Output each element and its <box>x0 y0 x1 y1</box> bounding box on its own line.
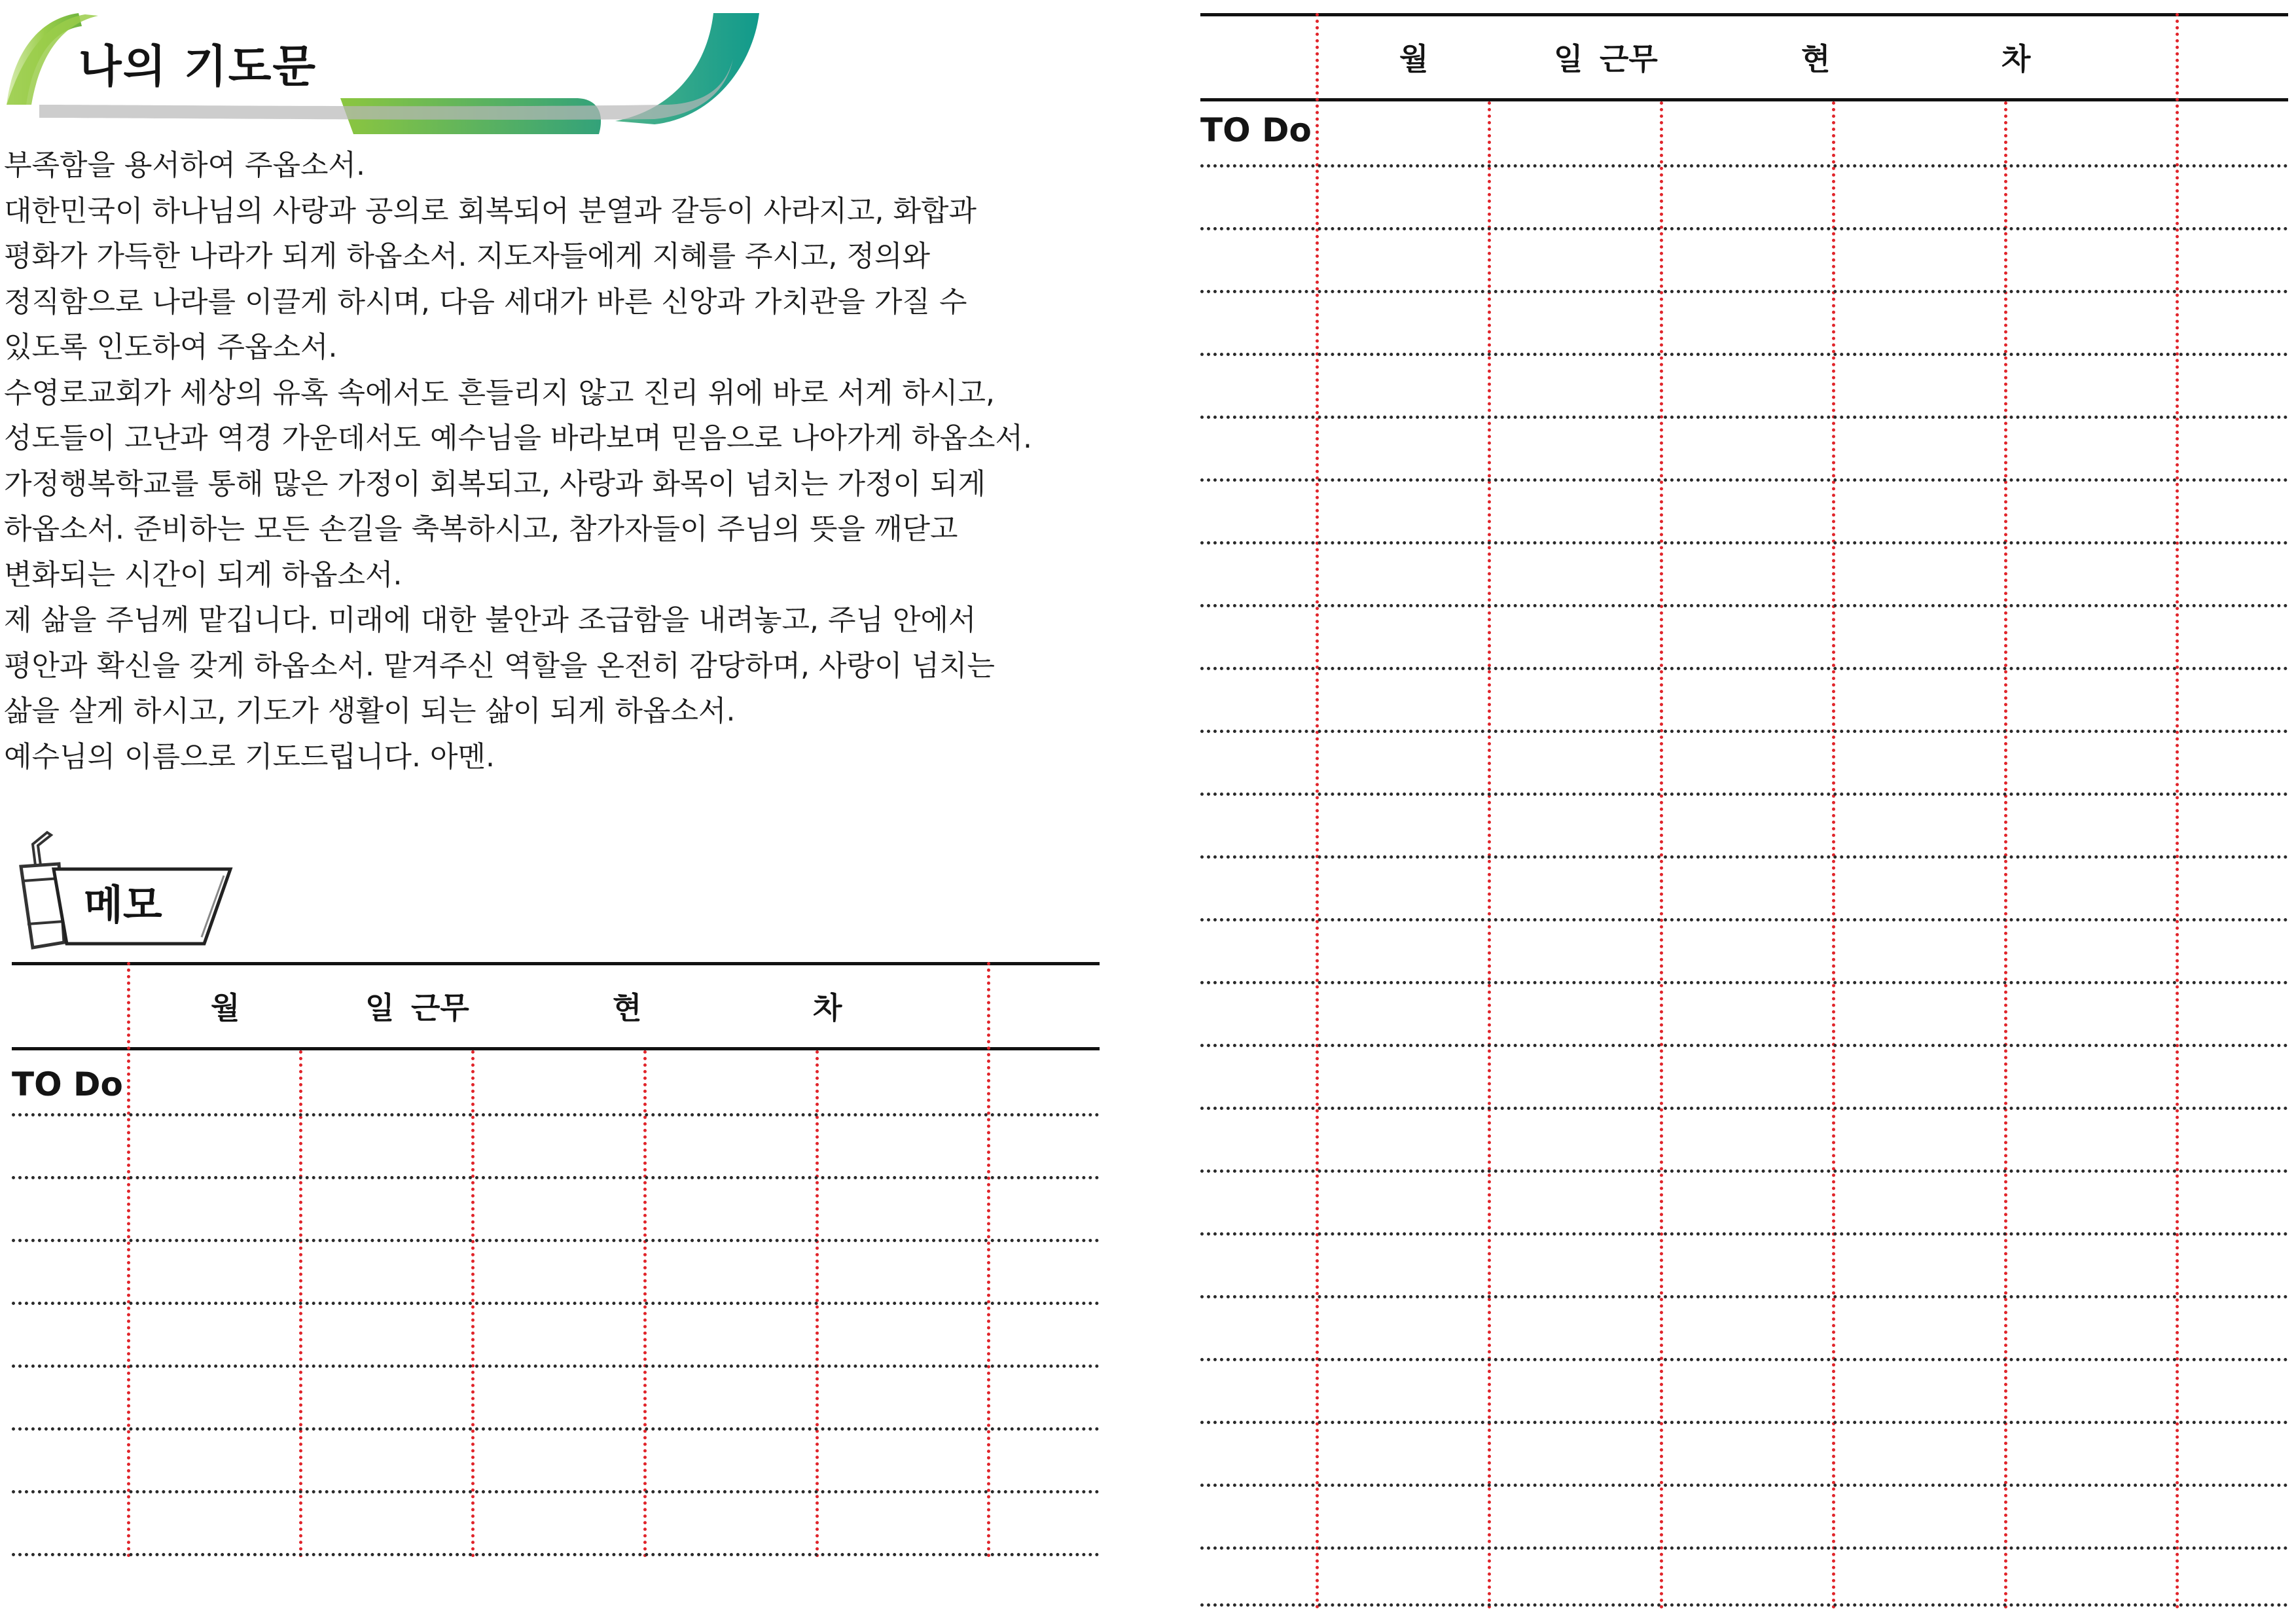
grid-row-line <box>1200 164 2288 168</box>
grid-row-line <box>12 1239 1100 1242</box>
todo-label: TO Do <box>12 1065 123 1103</box>
grid-row-line <box>1200 793 2288 796</box>
grid-row-line <box>1200 541 2288 544</box>
grid-row-line <box>1200 1107 2288 1110</box>
grid-row-line <box>1200 667 2288 670</box>
table-top-rule <box>1200 13 2288 16</box>
table-header-rule <box>1200 98 2288 101</box>
header-work: 근무 <box>1600 41 1658 77</box>
header-present: 현 <box>613 990 642 1026</box>
grid-row-line <box>1200 1232 2288 1236</box>
planner-table-right <box>1200 13 2288 1610</box>
prayer-line: 변화되는 시간이 되게 하옵소서. <box>4 558 403 592</box>
planner-table-left <box>12 962 1100 1558</box>
prayer-line: 하옵소서. 준비하는 모든 손길을 축복하시고, 참가자들이 주님의 뜻을 깨닫고 <box>4 512 958 546</box>
header-day: 일 <box>365 990 395 1026</box>
prayer-line: 제 삶을 주님께 맡깁니다. 미래에 대한 불안과 조급함을 내려놓고, 주님 안에서 <box>4 603 977 637</box>
prayer-title: 나의 기도문 <box>79 41 317 93</box>
header-present: 현 <box>1801 41 1831 77</box>
grid-row-line <box>1200 290 2288 293</box>
header-month: 월 <box>1399 41 1429 77</box>
grid-row-line <box>12 1176 1100 1179</box>
grid-column-line <box>2176 13 2179 1610</box>
grid-row-line <box>1200 1603 2288 1607</box>
prayer-line: 삶을 살게 하시고, 기도가 생활이 되는 삶이 되게 하옵소서. <box>4 694 736 728</box>
grid-row-line <box>1200 604 2288 607</box>
header-week: 차 <box>2001 41 2031 77</box>
grid-row-line <box>1200 1169 2288 1173</box>
prayer-line: 수영로교회가 세상의 유혹 속에서도 흔들리지 않고 진리 위에 바로 서게 하시고, <box>4 376 995 410</box>
prayer-line: 부족함을 용서하여 주옵소서. <box>4 149 366 182</box>
prayer-line: 평안과 확신을 갖게 하옵소서. 맡겨주신 역할을 온전히 감당하며, 사랑이 넘치는 <box>4 649 995 683</box>
prayer-line: 정직함으로 나라를 이끌게 하시며, 다음 세대가 바른 신앙과 가치관을 가질 수 <box>4 285 967 319</box>
header-day: 일 <box>1554 41 1583 77</box>
grid-row-line <box>1200 416 2288 419</box>
grid-row-line <box>1200 353 2288 356</box>
prayer-line: 대한민국이 하나님의 사랑과 공의로 회복되어 분열과 갈등이 사라지고, 화합과 <box>4 194 977 228</box>
grid-row-line <box>12 1553 1100 1556</box>
grid-row-line <box>1200 981 2288 984</box>
grid-row-line <box>12 1302 1100 1305</box>
grid-column-line <box>127 962 130 1558</box>
memo-title: 메모 <box>84 881 162 929</box>
grid-column-line <box>987 962 990 1558</box>
table-header-rule <box>12 1047 1100 1050</box>
grid-row-line <box>1200 1044 2288 1047</box>
prayer-body <box>4 143 1110 779</box>
grid-row-line <box>1200 1546 2288 1550</box>
grid-row-line <box>1200 1295 2288 1298</box>
grid-row-line <box>1200 855 2288 859</box>
header-month: 월 <box>211 990 240 1026</box>
grid-row-line <box>1200 478 2288 482</box>
grid-row-line <box>12 1113 1100 1116</box>
grid-row-line <box>1200 227 2288 230</box>
prayer-line: 가정행복학교를 통해 많은 가정이 회복되고, 사랑과 화목이 넘치는 가정이 되게 <box>4 467 986 501</box>
header-week: 차 <box>813 990 842 1026</box>
table-top-rule <box>12 962 1100 965</box>
prayer-line: 평화가 가득한 나라가 되게 하옵소서. 지도자들에게 지혜를 주시고, 정의와 <box>4 240 930 273</box>
header-work: 근무 <box>411 990 469 1026</box>
grid-row-line <box>1200 918 2288 921</box>
grid-column-line <box>1316 13 1319 1610</box>
grid-row-line <box>1200 730 2288 733</box>
grid-row-line <box>12 1364 1100 1368</box>
grid-row-line <box>12 1427 1100 1431</box>
todo-label: TO Do <box>1200 111 1312 149</box>
grid-row-line <box>1200 1484 2288 1487</box>
prayer-line: 있도록 인도하여 주옵소서. <box>4 330 338 364</box>
grid-row-line <box>1200 1358 2288 1361</box>
prayer-line: 예수님의 이름으로 기도드립니다. 아멘. <box>4 740 495 774</box>
grid-row-line <box>1200 1421 2288 1424</box>
prayer-line: 성도들이 고난과 역경 가운데서도 예수님을 바라보며 믿음으로 나아가게 하옵소서. <box>4 421 1033 455</box>
grid-row-line <box>12 1490 1100 1493</box>
